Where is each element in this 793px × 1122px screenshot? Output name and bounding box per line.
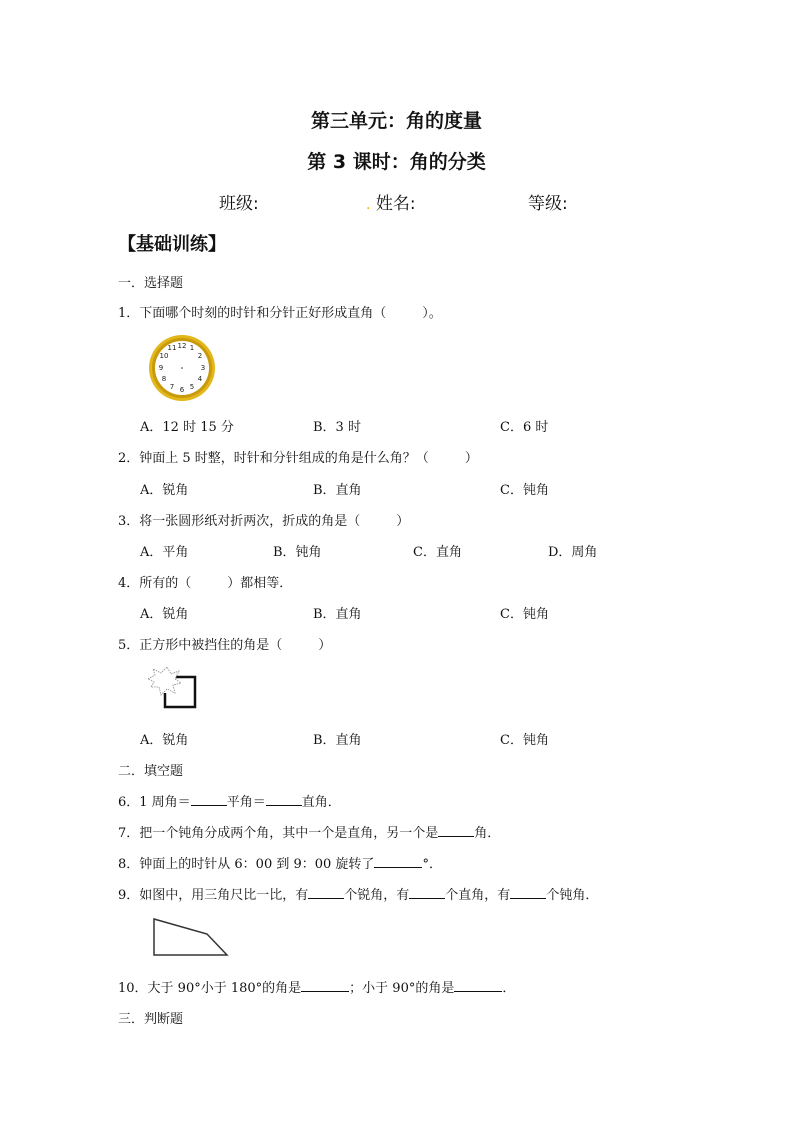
- question-3: [118, 510, 409, 529]
- svg-text:9: 9: [158, 364, 164, 372]
- q5-option-b: B．直角: [313, 733, 362, 748]
- question-text: 直角．: [301, 795, 341, 810]
- question-8: [118, 853, 442, 872]
- name-field: [366, 189, 416, 214]
- svg-text:7: 7: [169, 383, 175, 391]
- svg-text:8: 8: [161, 375, 167, 383]
- q5-option-a: A．锐角: [140, 733, 189, 748]
- q3-option-b: B．钝角: [273, 545, 322, 560]
- svg-text:5: 5: [189, 383, 195, 391]
- name-label: 姓名:: [375, 194, 416, 214]
- question-text: 平角＝: [226, 795, 266, 810]
- clock-image: [147, 333, 217, 403]
- svg-text:12: 12: [177, 342, 187, 350]
- question-10: [118, 977, 515, 996]
- grade-label: 等级:: [528, 194, 568, 214]
- question-text: 3．将一张圆形纸对折两次，折成的角是（: [118, 514, 361, 529]
- svg-text:11: 11: [167, 344, 177, 352]
- question-9: [118, 884, 598, 903]
- question-text: 6．1 周角＝: [118, 795, 191, 810]
- occluded-square-figure: [145, 665, 205, 710]
- answer-blank[interactable]: [301, 979, 349, 992]
- question-end: ）: [464, 451, 478, 466]
- answer-blank[interactable]: [438, 824, 474, 837]
- question-text: 9．如图中，用三角尺比一比，有: [118, 888, 309, 903]
- q3-option-d: D．周角: [548, 545, 598, 560]
- q4-option-b: B．直角: [313, 607, 362, 622]
- q4-option-c: C．钝角: [500, 607, 549, 622]
- q1-option-a: A．12 时 15 分: [140, 420, 234, 435]
- q3-option-a: A．平角: [140, 545, 189, 560]
- question-text: ．: [502, 981, 516, 996]
- part-choice-heading: 一．选择题: [118, 276, 184, 291]
- question-text: 个锐角，有: [344, 888, 410, 903]
- question-7: [118, 822, 500, 841]
- answer-blank[interactable]: [266, 793, 302, 806]
- question-text: 个钝角．: [546, 888, 599, 903]
- question-end: ）: [396, 514, 410, 529]
- answer-blank[interactable]: [454, 979, 502, 992]
- q4-option-a: A．锐角: [140, 607, 189, 622]
- answer-blank[interactable]: [308, 886, 344, 899]
- answer-blank[interactable]: [409, 886, 445, 899]
- answer-blank[interactable]: [191, 793, 227, 806]
- question-text: 7．把一个钝角分成两个角，其中一个是直角，另一个是: [118, 826, 439, 841]
- svg-text:4: 4: [197, 375, 203, 383]
- part-judge-heading: 三．判断题: [118, 1012, 184, 1027]
- answer-blank[interactable]: [510, 886, 546, 899]
- svg-text:3: 3: [200, 364, 206, 372]
- question-text: 角．: [474, 826, 501, 841]
- section-heading: 【基础训练】: [118, 234, 226, 255]
- question-5: [118, 634, 331, 653]
- lesson-title: 第 3 课时：角的分类: [307, 151, 486, 173]
- question-text: 5．正方形中被挡住的角是（: [118, 638, 283, 653]
- question-end: ）: [318, 638, 332, 653]
- question-text: 1．下面哪个时刻的时针和分针正好形成直角（: [118, 306, 387, 321]
- question-end: ）。: [422, 306, 442, 321]
- quadrilateral-figure: [150, 915, 232, 959]
- svg-text:6: 6: [179, 386, 185, 394]
- q1-option-c: C．6 时: [500, 420, 549, 435]
- question-text: 2．钟面上 5 时整，时针和分针组成的角是什么角？（: [118, 451, 429, 466]
- question-text: °．: [422, 857, 442, 872]
- q3-option-c: C．直角: [413, 545, 462, 560]
- svg-text:10: 10: [159, 352, 169, 360]
- question-2: [118, 447, 478, 466]
- question-6: [118, 791, 341, 810]
- question-end: ）都相等．: [227, 576, 293, 591]
- class-label: 班级:: [219, 194, 259, 214]
- q1-option-b: B．3 时: [313, 420, 361, 435]
- question-text: 个直角，有: [445, 888, 511, 903]
- question-1: [118, 302, 442, 321]
- svg-text:1: 1: [189, 344, 195, 352]
- q2-option-a: A．锐角: [140, 483, 189, 498]
- part-fill-heading: 二．填空题: [118, 764, 184, 779]
- q2-option-c: C．钝角: [500, 483, 549, 498]
- question-text: ；小于 90°的角是: [349, 981, 455, 996]
- question-text: 8．钟面上的时针从 6：00 到 9：00 旋转了: [118, 857, 375, 872]
- question-4: [118, 572, 292, 591]
- question-text: 10．大于 90°小于 180°的角是: [118, 981, 302, 996]
- question-text: 4．所有的（: [118, 576, 192, 591]
- q5-option-c: C．钝角: [500, 733, 549, 748]
- q2-option-b: B．直角: [313, 483, 362, 498]
- unit-title: 第三单元：角的度量: [310, 110, 482, 132]
- stray-dot: .: [366, 197, 371, 213]
- answer-blank[interactable]: [374, 855, 422, 868]
- svg-text:2: 2: [197, 352, 203, 360]
